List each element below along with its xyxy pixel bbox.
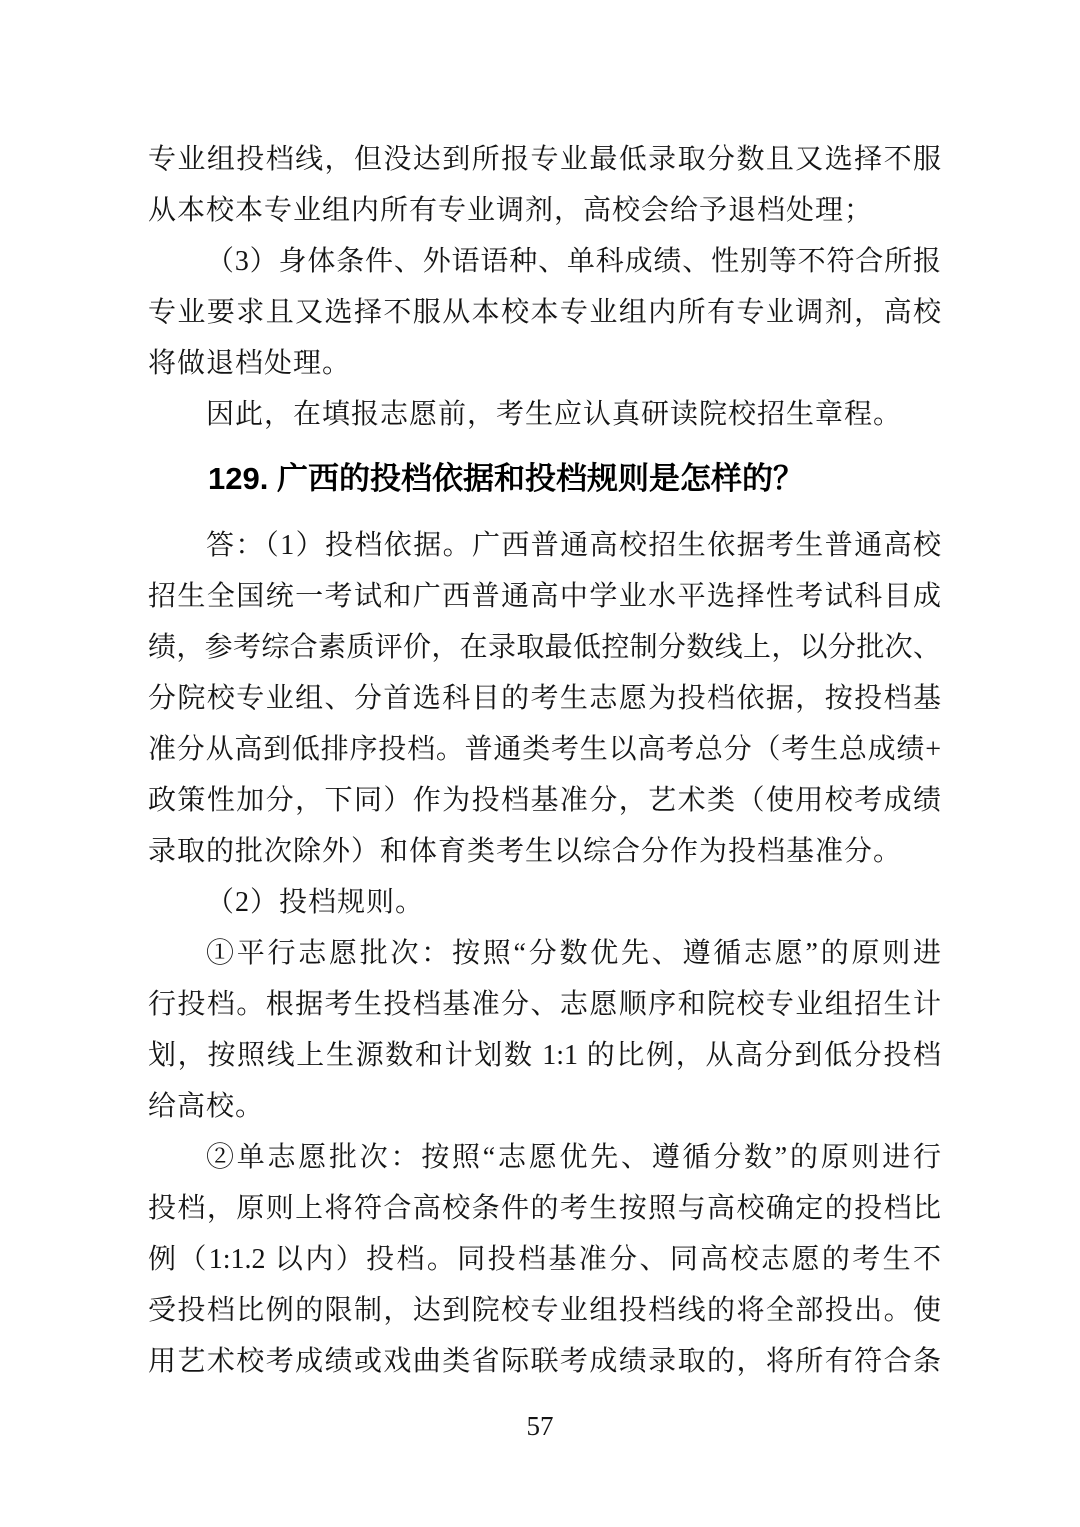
text-line: 分院校专业组、分首选科目的考生志愿为投档依据，按投档基 <box>148 683 941 714</box>
question-heading: 129. 广西的投档依据和投档规则是怎样的？ <box>208 461 804 496</box>
text-line: 例（1:1.2 以内）投档。同投档基准分、同高校志愿的考生不 <box>148 1244 941 1275</box>
text-line: 划，按照线上生源数和计划数 1:1 的比例，从高分到低分投档 <box>148 1040 941 1071</box>
text-line: 因此，在填报志愿前，考生应认真研读院校招生章程。 <box>206 399 903 430</box>
text-line: ②单志愿批次：按照“志愿优先、遵循分数”的原则进行 <box>206 1142 941 1173</box>
text-line: 从本校本专业组内所有专业调剂，高校会给予退档处理； <box>148 195 874 226</box>
text-line: 录取的批次除外）和体育类考生以综合分作为投档基准分。 <box>148 836 903 867</box>
text-line: 受投档比例的限制，达到院校专业组投档线的将全部投出。使 <box>148 1295 941 1326</box>
top-paragraphs <box>148 134 941 440</box>
page-number: 57 <box>526 1411 554 1441</box>
text-line: ①平行志愿批次：按照“分数优先、遵循志愿”的原则进 <box>206 938 941 969</box>
text-line: （3）身体条件、外语语种、单科成绩、性别等不符合所报 <box>206 246 941 277</box>
text-line: 将做退档处理。 <box>148 348 352 379</box>
answer-paragraphs <box>148 520 941 1387</box>
text-line: 投档，原则上将符合高校条件的考生按照与高校确定的投档比 <box>148 1193 941 1224</box>
text-line: 行投档。根据考生投档基准分、志愿顺序和院校专业组招生计 <box>148 989 941 1020</box>
text-line: 给高校。 <box>148 1091 265 1122</box>
text-line: 招生全国统一考试和广西普通高中学业水平选择性考试科目成 <box>148 581 941 612</box>
text-line: 答：（1）投档依据。广西普通高校招生依据考生普通高校 <box>206 530 941 561</box>
text-line: 专业要求且又选择不服从本校本专业组内所有专业调剂，高校 <box>148 297 941 328</box>
text-line: 政策性加分，下同）作为投档基准分，艺术类（使用校考成绩 <box>148 785 941 816</box>
text-line: 用艺术校考成绩或戏曲类省际联考成绩录取的，将所有符合条 <box>148 1346 941 1377</box>
text-line: （2）投档规则。 <box>206 887 425 918</box>
text-line: 绩，参考综合素质评价，在录取最低控制分数线上，以分批次、 <box>148 632 941 663</box>
text-line: 专业组投档线，但没达到所报专业最低录取分数且又选择不服 <box>148 144 941 175</box>
text-line: 准分从高到低排序投档。普通类考生以高考总分（考生总成绩+ <box>148 734 941 765</box>
